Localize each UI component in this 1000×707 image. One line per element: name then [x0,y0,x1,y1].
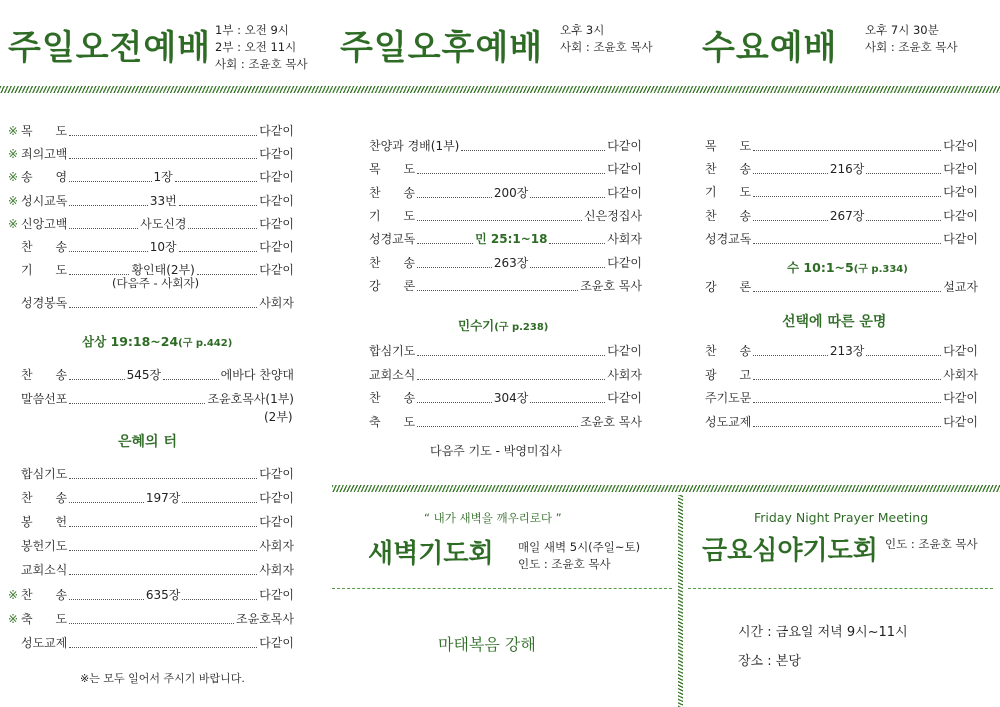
order-right: 다같이 [943,208,979,223]
scripture-text: 삼상 19:18~24 [82,334,179,349]
order-label: 성도교제 [21,635,68,650]
order-right: 다같이 [259,124,294,138]
order-sermon [692,278,978,296]
order-row [8,586,294,604]
order-right: 다같이 [943,414,978,429]
order-label: 광 고 [705,367,752,382]
order-right: 다같이 [259,216,294,231]
friday-english: Friday Night Prayer Meeting [754,510,929,525]
order-row [356,207,642,225]
order-detail: 263장 [493,255,529,270]
order-label: 목 도 [21,124,68,138]
order-detail: 200장 [493,185,529,200]
friday-title: 금요심야기도회 [702,536,878,566]
order-reading [8,294,294,312]
order-right: 다같이 [607,391,643,405]
dawn-info [518,539,640,573]
order-label: 봉 헌 [21,515,68,530]
order-detail: 사도신경 [140,216,187,231]
order-label: 축 도 [369,414,416,429]
order-label: 성경교독 [705,231,752,246]
order-detail: 33번 [149,193,177,208]
order-right: 조윤호목사(1부) [207,391,294,406]
order-right: 다같이 [259,147,294,162]
order-right: 다같이 [943,185,978,200]
order-label: 성도교제 [705,414,752,429]
order-label: 찬 송 [21,240,68,254]
sermon-note: (2부) [264,410,293,424]
order-right: 다같이 [943,391,978,405]
order-right: 다같이 [607,185,643,200]
dawn-quote: “ 내가 새벽을 깨우리로다 ” [424,511,562,525]
order-right: 사회자 [259,296,294,310]
order-row [8,122,294,140]
order-right: 다같이 [607,139,642,153]
order-label: 강 론 [705,280,752,294]
order-label: 찬 송 [21,491,68,506]
order-row [356,342,642,360]
order-label: 강 론 [369,278,416,293]
afternoon-service-info [560,22,653,56]
order-right: 조윤호 목사 [580,414,642,429]
morning-time-1: 1부 : 오전 9시 [215,23,289,37]
order-label: 찬 송 [369,255,416,270]
friday-leader: 인도 : 조윤호 목사 [885,537,978,551]
order-label: 합심기도 [21,467,68,481]
friday-time: 시간 : 금요일 저녁 9시~11시 [738,625,908,640]
order-row [8,561,294,579]
order-right: 사회자 [259,539,294,554]
order-label: 기 도 [21,263,68,278]
order-right: 다같이 [943,139,978,153]
order-detail: 545장 [126,368,162,382]
order-right: 다같이 [259,240,295,254]
order-detail: 635장 [145,587,181,602]
order-row [356,230,642,248]
order-right: 다같이 [607,162,642,177]
order-detail: 213장 [829,344,865,358]
order-row [692,389,978,407]
scripture-ref: (구 p.238) [494,322,549,333]
order-label: 교회소식 [369,367,416,382]
order-label: 신앙고백 [21,216,68,231]
order-right: 다같이 [259,263,295,278]
order-right: 사회자 [607,367,642,382]
order-row [356,137,642,155]
order-label: 주기도문 [705,391,752,405]
order-row [8,366,294,384]
afternoon-time: 오후 3시 [560,23,605,37]
order-label: 기 도 [369,208,416,223]
order-label: 축 도 [21,611,68,626]
standing-mark: ※ [8,587,19,602]
order-row [8,513,294,531]
dawn-leader: 인도 : 조윤호 목사 [518,557,611,571]
order-right: 사회자 [259,563,294,578]
morning-time-2: 2부 : 오전 11시 [215,40,297,54]
order-row [8,390,294,408]
next-prayer: 다음주 기도 - 박영미집사 [430,444,562,458]
order-right: 다같이 [259,587,295,602]
scripture-text: 수 10:1~5 [787,260,854,275]
order-row [8,465,294,483]
order-right: 사회자 [943,367,978,382]
order-label: 기 도 [705,185,752,200]
wednesday-scripture [787,258,908,276]
wednesday-service-title: 수요예배 [702,28,838,68]
order-right: 다같이 [259,515,294,530]
order-right: 조윤호 목사 [580,278,642,293]
order-label: 찬 송 [705,208,752,223]
header-divider [0,86,1000,93]
order-row [8,610,294,628]
order-label: 목 도 [369,162,416,177]
order-row [356,366,642,384]
order-row [356,389,642,407]
standing-mark: ※ [8,170,19,185]
order-detail: 1장 [153,170,173,185]
standing-footnote: ※는 모두 일어서 주시기 바랍니다. [80,672,245,685]
standing-mark: ※ [8,147,19,162]
order-label: 찬양과 경배(1부) [369,139,460,153]
order-right: 사회자 [607,232,642,247]
standing-mark: ※ [8,124,19,138]
bottom-divider [332,485,1000,492]
order-label: 찬 송 [21,368,68,382]
order-row [692,137,978,155]
order-row [356,277,642,295]
order-right: 다같이 [943,162,979,177]
order-row [356,254,642,272]
wednesday-service-info [865,22,958,56]
wednesday-time: 오후 7시 30분 [865,23,939,37]
afternoon-host: 사회 : 조윤호 목사 [560,40,653,54]
order-row [8,168,294,186]
dawn-time: 매일 새벽 5시(주일~토) [518,540,641,554]
standing-mark: ※ [8,193,19,208]
afternoon-service-title: 주일오후예배 [340,28,544,68]
order-row [356,413,642,431]
order-label: 교회소식 [21,563,68,578]
order-row [692,366,978,384]
prayer-next-note: (다음주 - 사회자) [112,276,200,290]
order-right: 조윤호목사 [236,611,294,626]
order-label: 송 영 [21,170,68,185]
order-row [8,537,294,555]
friday-place: 장소 : 본당 [738,654,801,669]
wednesday-host: 사회 : 조윤호 목사 [865,40,958,54]
order-label: 찬 송 [369,185,416,200]
morning-host: 사회 : 조윤호 목사 [215,57,308,71]
scripture-text: 민수기 [458,318,495,333]
friday-divider [688,588,993,589]
dawn-topic: 마태복음 강해 [438,635,536,654]
order-label: 찬 송 [21,587,68,602]
order-right: 다같이 [607,255,643,270]
order-row [8,489,294,507]
order-label: 찬 송 [705,344,752,358]
order-row [8,192,294,210]
order-label: 죄의고백 [21,147,68,162]
order-right: 다같이 [943,231,978,246]
standing-mark: ※ [8,216,19,231]
order-label: 성시교독 [21,193,68,208]
order-label: 찬 송 [705,162,752,177]
order-label: 목 도 [705,139,752,153]
order-label: 성경교독 [369,232,416,247]
standing-mark: ※ [8,611,19,626]
order-row [8,145,294,163]
dawn-divider [332,588,672,589]
dawn-title: 새벽기도회 [368,539,494,569]
afternoon-scripture [458,316,548,334]
order-row [8,215,294,233]
order-right: 다같이 [259,170,294,185]
scripture-ref: (구 p.334) [853,264,908,275]
morning-service-info [215,22,308,73]
order-detail: 267장 [829,208,865,223]
order-row [356,184,642,202]
vertical-divider [678,495,683,707]
order-row [8,634,294,652]
order-label: 찬 송 [369,391,416,405]
order-row [356,160,642,178]
order-detail: 10장 [149,240,177,254]
morning-service-title: 주일오전예배 [8,28,212,68]
morning-scripture [82,332,232,350]
order-right: 다같이 [259,467,294,481]
order-right: 다같이 [259,193,294,208]
order-right: 신은정집사 [584,208,642,223]
order-row [692,413,978,431]
order-row [692,230,978,248]
order-label: 합심기도 [369,344,416,358]
order-right: 에바다 찬양대 [220,368,295,382]
order-label: 말씀선포 [21,391,68,406]
order-row [8,238,294,256]
order-right: 다같이 [259,491,295,506]
order-row [692,183,978,201]
order-detail: 304장 [493,391,529,405]
order-row [692,207,978,225]
order-right: 다같이 [943,344,979,358]
order-row [692,342,978,360]
order-label: 봉헌기도 [21,539,68,554]
order-right: 다같이 [259,635,294,650]
order-row [692,160,978,178]
grace-title: 은혜의 터 [118,434,177,450]
order-detail: 216장 [829,162,865,177]
order-label: 성경봉독 [21,296,68,310]
order-detail: 민 25:1~18 [475,232,548,247]
order-detail: 197장 [145,491,181,506]
scripture-ref: (구 p.442) [178,338,233,349]
order-right: 설교자 [943,280,978,294]
order-detail: 황인태(2부) [131,263,195,278]
order-right: 다같이 [607,344,642,358]
choice-title: 선택에 따른 운명 [782,314,887,330]
